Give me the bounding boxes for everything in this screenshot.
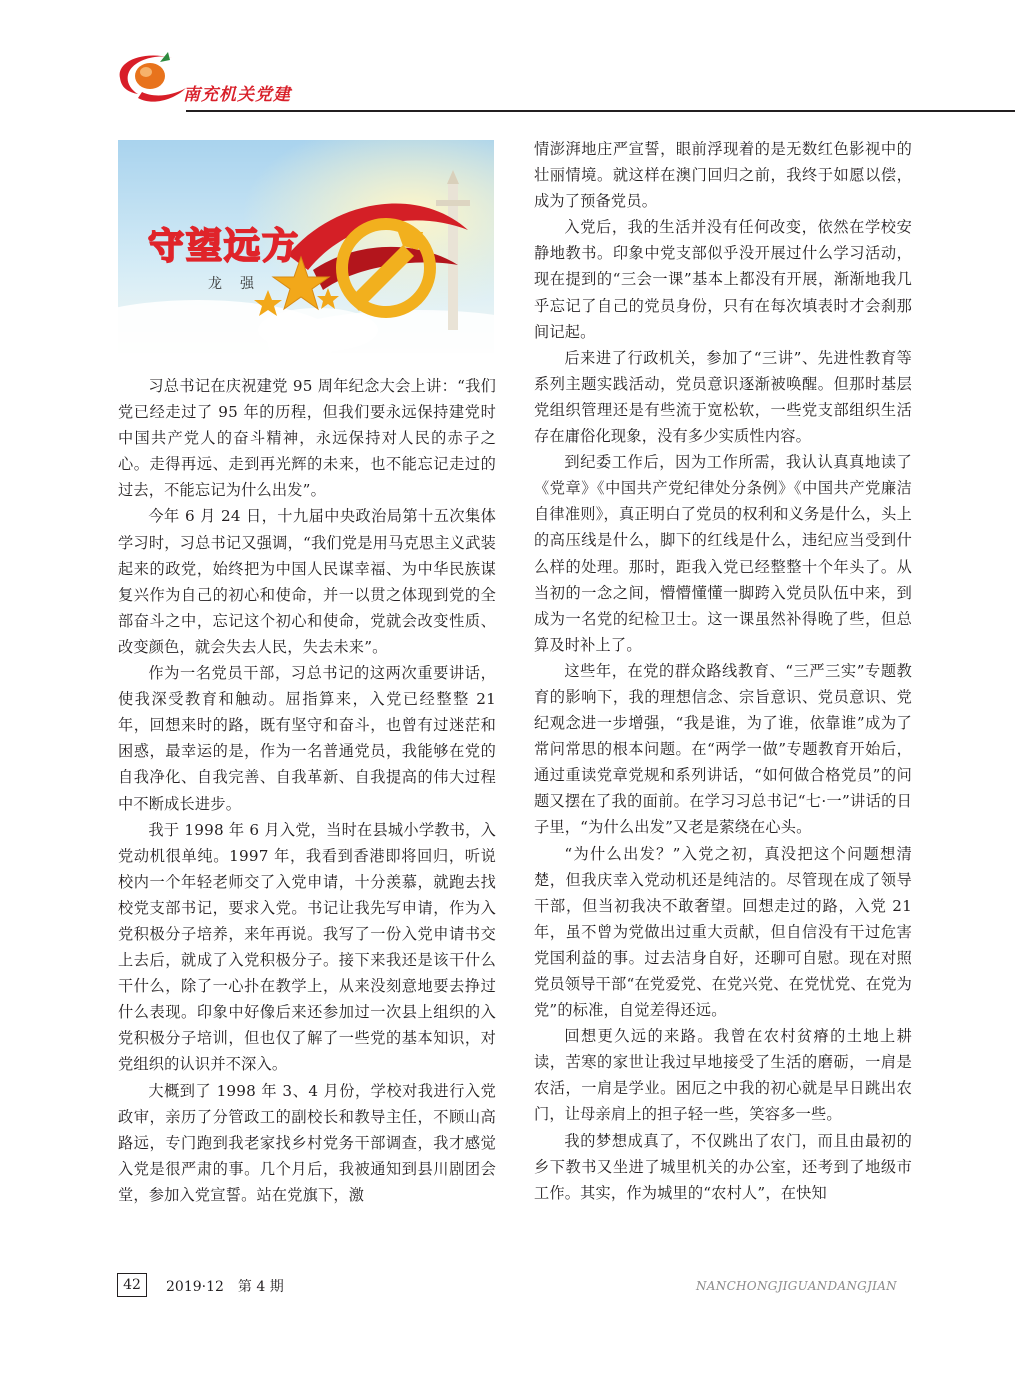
paragraph: 今年 6 月 24 日，十九届中央政治局第十五次集体学习时，习总书记又强调，“我们党是用马克思主义武装起来的政党，始终把为中国人民谋幸福、为中华民族谋复兴作为自己的初心和使命，并一以贯之体现到党的全部奋斗之中，忘记这个初心和使命，党就会改变性质、改变颜色，就会失去人民，失去未来”。 bbox=[118, 507, 496, 656]
paragraph-continuation: 情澎湃地庄严宣誓，眼前浮现着的是无数红色影视中的壮丽情境。就这样在澳门回归之前，我终于如愿以偿，成为了预备党员。 bbox=[534, 140, 912, 211]
article-title: 守望远方 bbox=[148, 226, 301, 267]
left-column bbox=[118, 373, 496, 1208]
paragraph: 作为一名党员干部，习总书记的这两次重要讲话，使我深受教育和触动。屈指算来，入党已经整整 21 年，回想来时的路，既有坚守和奋斗，也曾有过迷茫和困惑，最幸运的是，作为一名普通党员，我能够在党的自我净化、自我完善、自我革新、自我提高的伟大过程中不断成长进步。 bbox=[118, 664, 496, 813]
right-column bbox=[534, 136, 912, 1206]
paragraph: 入党后，我的生活并没有任何改变，依然在学校安静地教书。印象中党支部似乎没开展过什么学习活动，现在提到的“三会一课”基本上都没有开展，渐渐地我几乎忘记了自己的党员身份，只有在每次填表时才会刹那间记起。 bbox=[534, 218, 912, 341]
paragraph: 我于 1998 年 6 月入党，当时在县城小学教书，入党动机很单纯。1997 年，我看到香港即将回归，听说校内一个年轻老师交了入党申请，十分羡慕，就跑去找校党支部书记，要求入党。书记让我先写申请，作为入党积极分子培养，来年再说。我写了一份入党申请书交上去后，就成了入党积极分子。接下来我还是该干什么干什么，除了一心扑在教学上，从来没刻意地要去挣过什么表现。印象中好像后来还参加过一次县上组织的入党积极分子培训，但也仅了解了一些党的基本知识，对党组织的认识并不深入。 bbox=[118, 820, 496, 1074]
paragraph: 这些年，在党的群众路线教育、“三严三实”专题教育的影响下，我的理想信念、宗旨意识、党员意识、党纪观念进一步增强，“我是谁，为了谁，依靠谁”成为了常问常思的根本问题。在“两学一做”专题教育开始后，通过重读党章党规和系列讲话，“如何做合格党员”的问题又摆在了我的面前。在学习习总书记“七·一”讲话的日子里，“为什么出发”又老是萦绕在心头。 bbox=[534, 661, 912, 837]
paragraph: 习总书记在庆祝建党 95 周年纪念大会上讲：“我们党已经走过了 95 年的历程，但我们要永远保持建党时中国共产党人的奋斗精神，永远保持对人民的赤子之心。走得再远、走到再光辉的未来，也不能忘记走过的过去，不能忘记为什么出发”。 bbox=[118, 377, 496, 500]
issue-label: 2019·12 第 4 期 bbox=[166, 1279, 284, 1295]
journal-name: 南充机关党建 bbox=[183, 85, 291, 105]
header-divider bbox=[186, 110, 1015, 112]
journal-pinyin: NANCHONGJIGUANDANGJIAN bbox=[696, 1279, 897, 1293]
paragraph: 大概到了 1998 年 3、4 月份，学校对我进行入党政审，亲历了分管政工的副校长和教导主任，不顾山高路远，专门跑到我老家找乡村党务干部调查，我才感觉入党是很严肃的事。几个月后，我被通知到县川剧团会堂，参加入党宣誓。站在党旗下，激 bbox=[118, 1081, 496, 1204]
paragraph: 我的梦想成真了，不仅跳出了农门，而且由最初的乡下教书又坐进了城里机关的办公室，还考到了地级市工作。其实，作为城里的“农村人”，在快知 bbox=[534, 1131, 912, 1202]
paragraph: 回想更久远的来路。我曾在农村贫瘠的土地上耕读，苦寒的家世让我过早地接受了生活的磨砺，一肩是农活，一肩是学业。困厄之中我的初心就是早日跳出农门，让母亲肩上的担子轻一些，笑容多一些。 bbox=[534, 1027, 912, 1124]
page-number: 42 bbox=[117, 1273, 147, 1297]
paragraph: “为什么出发？”入党之初，真没把这个问题想清楚，但我庆幸入党动机还是纯洁的。尽管现在成了领导干部，但当初我决不敢奢望。回想走过的路，入党 21 年，虽不曾为党做出过重大贡献，但自信没有干过危害党国利益的事。过去洁身自好，还聊可自慰。现在对照党员领导干部“在党爱党、在党兴党、在党忧党、在党为党”的标准，自觉差得还远。 bbox=[534, 844, 912, 1020]
paragraph: 到纪委工作后，因为工作所需，我认认真真地读了《党章》《中国共产党纪律处分条例》《中国共产党廉洁自律准则》，真正明白了党员的权利和义务是什么，头上的高压线是什么，脚下的红线是什么，违纪应当受到什么样的处理。那时，距我入党已经整整十个年头了。从当初的一念之间，懵懵懂懂一脚跨入党员队伍中来，到成为一名党的纪检卫士。这一课虽然补得晚了些，但总算及时补上了。 bbox=[534, 453, 912, 654]
article-banner bbox=[118, 140, 494, 353]
paragraph: 后来进了行政机关，参加了“三讲”、先进性教育等系列主题实践活动，党员意识逐渐被唤醒。但那时基层党组织管理还是有些流于宽松软，一些党支部组织生活存在庸俗化现象，没有多少实质性内容。 bbox=[534, 348, 912, 446]
journal-logo bbox=[112, 48, 194, 110]
article-author: 龙强 bbox=[208, 276, 272, 292]
